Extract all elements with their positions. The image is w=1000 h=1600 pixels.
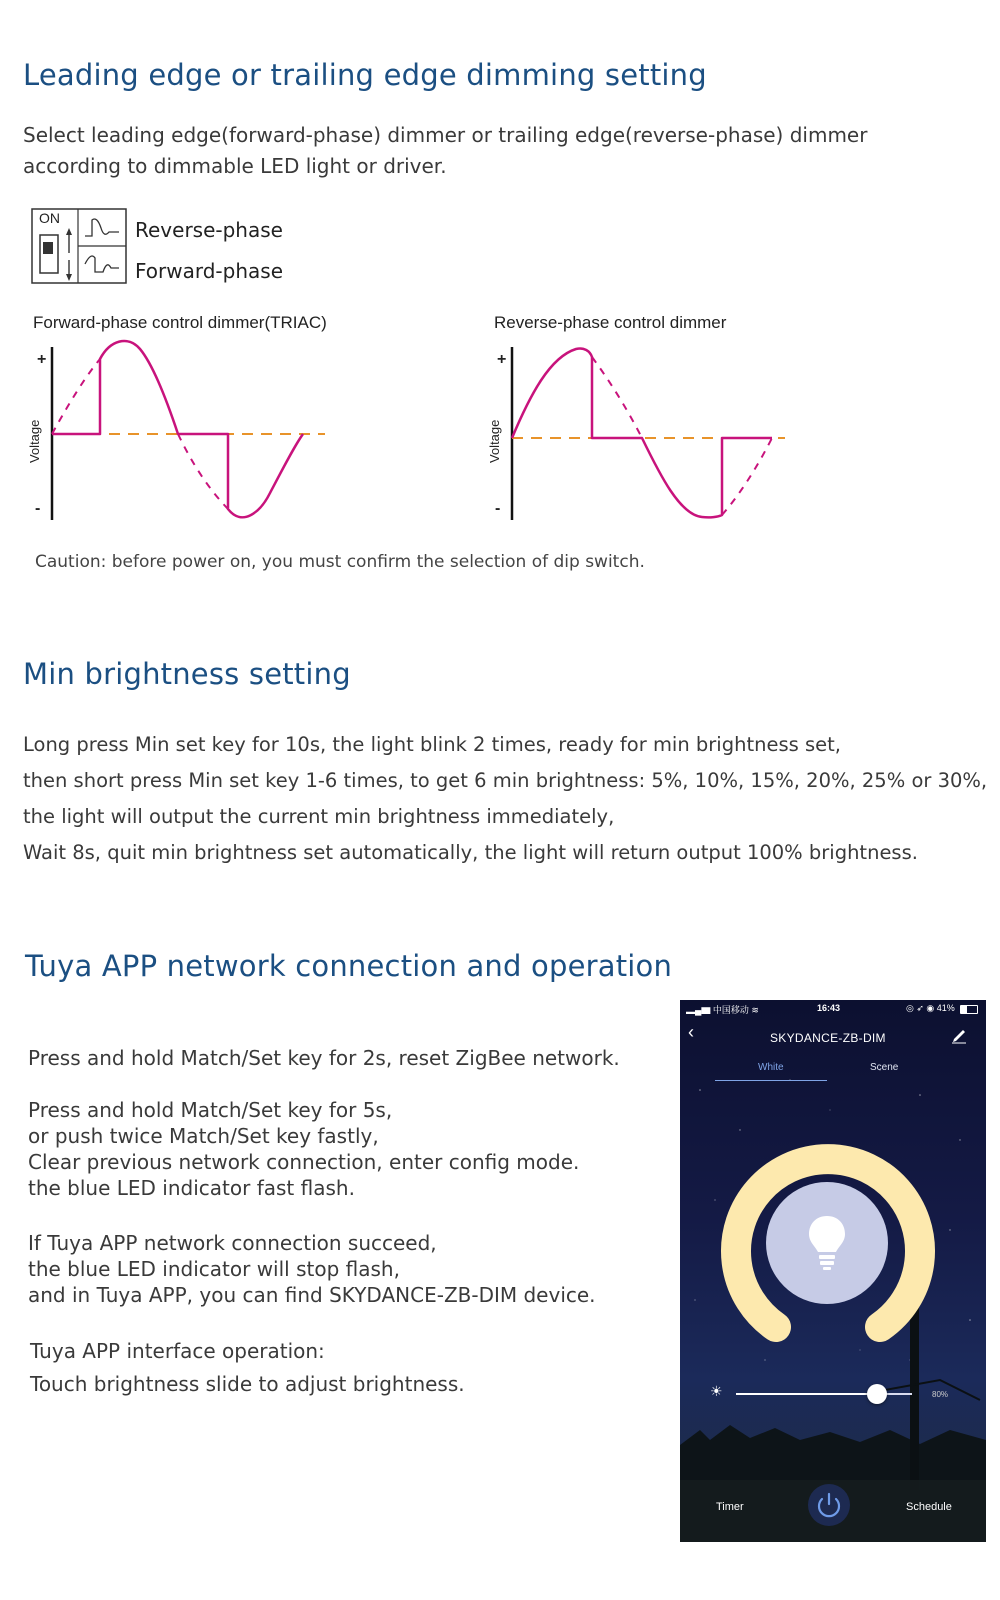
reverse-phase-chart — [480, 335, 800, 525]
forward-conducted-wave — [52, 341, 303, 517]
dip-reverse-phase-label: Reverse-phase — [135, 218, 283, 242]
light-bulb-icon — [806, 1214, 848, 1272]
tuya-para-4-line-1: Tuya APP interface operation: — [30, 1339, 325, 1363]
back-icon[interactable]: ‹ — [688, 1022, 694, 1042]
tuya-app-screenshot — [680, 1000, 986, 1542]
dip-forward-phase-label: Forward-phase — [135, 259, 283, 283]
section-heading-dimming: Leading edge or trailing edge dimming setting — [23, 58, 707, 92]
forward-voltage-label: Voltage — [27, 419, 42, 463]
min-brightness-line-4: Wait 8s, quit min brightness set automatically, the light will return output 100% brightness. — [23, 841, 918, 864]
min-brightness-line-1: Long press Min set key for 10s, the light blink 2 times, ready for min brightness set, — [23, 733, 841, 756]
brightness-slider-fill — [736, 1393, 877, 1395]
min-brightness-line-2: then short press Min set key 1-6 times, to get 6 min brightness: 5%, 10%, 15%, 20%, 25% or 30%, — [23, 769, 988, 792]
tuya-para-4-line-2: Touch brightness slide to adjust brightness. — [30, 1372, 465, 1396]
reverse-plus-tick: + — [497, 351, 507, 368]
tab-scene[interactable]: Scene — [870, 1062, 899, 1073]
signal-icon: ▂▄▆ — [686, 1005, 713, 1015]
status-icons — [906, 1003, 955, 1014]
tab-white[interactable]: White — [758, 1062, 784, 1073]
reverse-blocked-positive — [592, 357, 642, 438]
tuya-para-2-line-2: or push twice Match/Set key fastly, — [28, 1124, 379, 1148]
wifi-icon: ≋ — [748, 1005, 759, 1015]
dimming-intro-line-1: Select leading edge(forward-phase) dimmer or trailing edge(reverse-phase) dimmer — [23, 123, 868, 147]
tuya-para-3-line-3: and in Tuya APP, you can find SKYDANCE-ZB-DIM device. — [28, 1283, 596, 1307]
power-icon — [808, 1484, 850, 1526]
reverse-voltage-label: Voltage — [487, 419, 502, 463]
dimming-intro-line-2: according to dimmable LED light or driver. — [23, 154, 447, 178]
tuya-para-2-line-4: the blue LED indicator fast flash. — [28, 1176, 355, 1200]
tuya-para-3-line-2: the blue LED indicator will stop flash, — [28, 1257, 400, 1281]
reverse-conducted-wave — [512, 348, 772, 517]
reverse-blocked-negative — [722, 438, 772, 515]
forward-plus-tick: + — [37, 351, 47, 368]
forward-blocked-negative — [178, 434, 228, 509]
section-heading-min-brightness: Min brightness setting — [23, 657, 351, 691]
section-heading-tuya: Tuya APP network connection and operation — [25, 949, 673, 983]
reverse-minus-tick: - — [495, 500, 501, 517]
forward-phase-chart — [20, 335, 340, 525]
chart-forward-title: Forward-phase control dimmer(TRIAC) — [33, 313, 327, 332]
timer-button[interactable]: Timer — [716, 1501, 744, 1513]
tab-white-underline — [715, 1080, 827, 1081]
brightness-slider-knob[interactable] — [867, 1384, 887, 1404]
battery-icon — [960, 1005, 978, 1014]
tuya-para-2-line-3: Clear previous network connection, enter config mode. — [28, 1150, 580, 1174]
brightness-sun-icon: ☀ — [710, 1384, 723, 1400]
forward-minus-tick: - — [35, 500, 41, 517]
device-title: SKYDANCE-ZB-DIM — [770, 1031, 886, 1045]
status-time: 16:43 — [817, 1003, 841, 1013]
dip-on-label: ON — [39, 210, 60, 226]
tuya-para-3-line-1: If Tuya APP network connection succeed, — [28, 1231, 437, 1255]
chart-reverse-title: Reverse-phase control dimmer — [494, 313, 727, 332]
power-button[interactable] — [808, 1484, 850, 1526]
status-carrier: ▂▄▆ 中国移动 ≋ — [686, 1005, 759, 1015]
brightness-percent: 80% — [932, 1390, 949, 1399]
tuya-para-2-line-1: Press and hold Match/Set key for 5s, — [28, 1098, 393, 1122]
schedule-button[interactable]: Schedule — [906, 1501, 952, 1513]
caution-note: Caution: before power on, you must confirm the selection of dip switch. — [35, 552, 645, 572]
edit-icon[interactable] — [950, 1026, 968, 1044]
min-brightness-line-3: the light will output the current min brightness immediately, — [23, 805, 615, 828]
alarm-icon: ◎ ➶ ◉ — [906, 1003, 937, 1013]
battery-percent: 41% — [936, 1003, 955, 1013]
forward-blocked-positive — [52, 359, 100, 434]
tuya-para-1: Press and hold Match/Set key for 2s, reset ZigBee network. — [28, 1046, 620, 1070]
